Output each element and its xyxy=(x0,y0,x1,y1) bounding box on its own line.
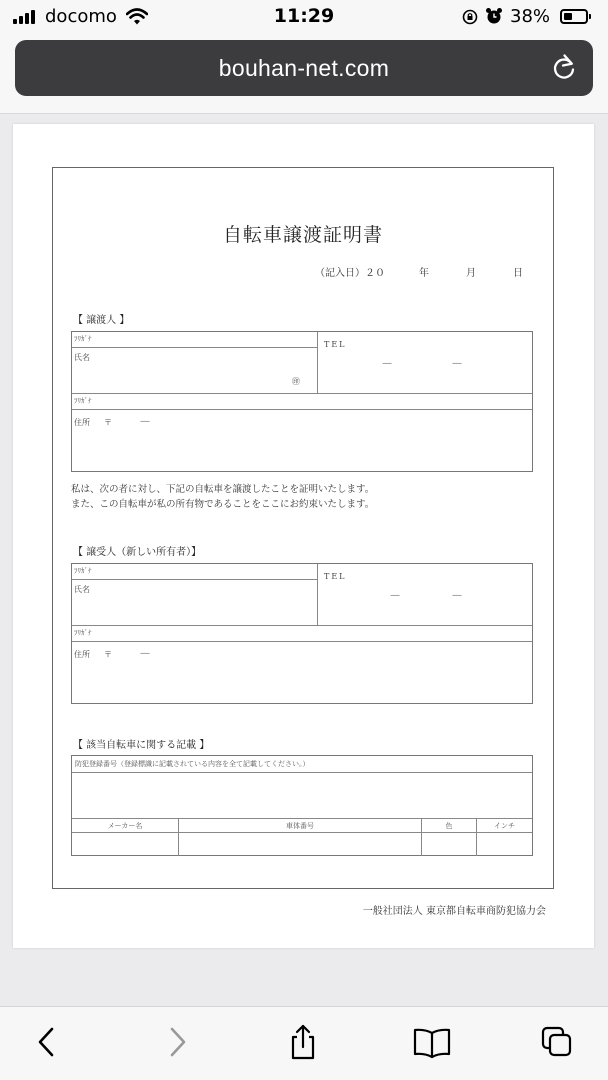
share-icon[interactable] xyxy=(286,1023,320,1061)
transferee-postal-mark: 〒 xyxy=(104,650,112,659)
url-text[interactable]: bouhan-net.com xyxy=(218,55,390,81)
transferor-address-furigana-label: ﾌﾘｶﾞﾅ xyxy=(74,397,92,405)
transferee-tel-dash-1: — xyxy=(390,590,400,601)
battery-percent: 38% xyxy=(510,6,551,27)
transferor-postal-mark: 〒 xyxy=(104,418,112,427)
bicycle-heading: 【 該当自転車に関する記載 】 xyxy=(73,740,210,751)
forward-icon[interactable] xyxy=(160,1023,194,1061)
transferee-address-furigana-label: ﾌﾘｶﾞﾅ xyxy=(74,629,92,637)
battery-level xyxy=(564,13,572,20)
statement-line-1: 私は、次の者に対し、下記の自転車を譲渡したことを証明いたします。 xyxy=(71,484,375,495)
alarm-icon xyxy=(485,7,503,25)
web-content[interactable] xyxy=(0,114,608,1006)
document-title: 自転車譲渡証明書 xyxy=(222,224,383,246)
color-column-header: 色 xyxy=(445,822,453,830)
address-bar[interactable] xyxy=(15,40,593,96)
transferee-heading: 【 譲受人（新しい所有者）】 xyxy=(73,547,202,558)
maker-column-header: メーカー名 xyxy=(107,822,143,830)
tabs-icon[interactable] xyxy=(540,1023,574,1061)
reload-icon[interactable] xyxy=(550,53,578,83)
carrier-name: docomo xyxy=(45,6,117,27)
document-page xyxy=(13,124,594,948)
issuing-organization: 一般社団法人 東京都自転車商防犯協力会 xyxy=(362,906,546,917)
status-time: 11:29 xyxy=(273,5,335,27)
registration-number-label: 防犯登録番号（登録標識に記載されている内容を全て記載してください。） xyxy=(75,760,310,768)
transferor-furigana-label: ﾌﾘｶﾞﾅ xyxy=(74,335,92,343)
bookmarks-icon[interactable] xyxy=(412,1023,452,1061)
date-month-label: 月 xyxy=(466,268,476,279)
status-bar xyxy=(0,0,608,34)
date-year-label: 年 xyxy=(419,268,429,279)
date-label: （記入日）２０ xyxy=(315,268,385,279)
bicycle-table xyxy=(71,755,533,856)
transferee-name-label: 氏名 xyxy=(74,585,90,594)
transferor-tel-dash-2: — xyxy=(452,358,462,369)
transferor-tel-label: TEL xyxy=(324,340,347,349)
transferor-heading: 【 譲渡人 】 xyxy=(73,315,130,326)
browser-chrome xyxy=(0,34,608,114)
certificate-form xyxy=(52,167,554,889)
transferee-tel-dash-2: — xyxy=(452,590,462,601)
transferee-furigana-label: ﾌﾘｶﾞﾅ xyxy=(74,567,92,575)
back-icon[interactable] xyxy=(30,1023,64,1061)
date-day-label: 日 xyxy=(513,268,523,279)
transferor-postal-dash: — xyxy=(140,416,150,427)
orientation-lock-icon xyxy=(462,9,478,25)
transferor-table xyxy=(71,331,533,472)
transferor-tel-dash-1: — xyxy=(382,358,392,369)
transferee-postal-dash: — xyxy=(140,648,150,659)
inch-column-header: インチ xyxy=(494,822,515,830)
transferee-table xyxy=(71,563,533,704)
statement-line-2: また、この自転車が私の所有物であることをここにお約束いたします。 xyxy=(71,499,375,510)
frame-number-column-header: 車体番号 xyxy=(286,822,314,830)
browser-toolbar xyxy=(0,1006,608,1080)
battery-icon xyxy=(560,9,588,24)
transferee-tel-label: TEL xyxy=(324,572,347,581)
transferor-name-label: 氏名 xyxy=(74,353,90,362)
transferee-address-label: 住所 xyxy=(74,650,90,659)
transferor-address-label: 住所 xyxy=(74,418,90,427)
seal-mark: ㊞ xyxy=(292,377,300,386)
